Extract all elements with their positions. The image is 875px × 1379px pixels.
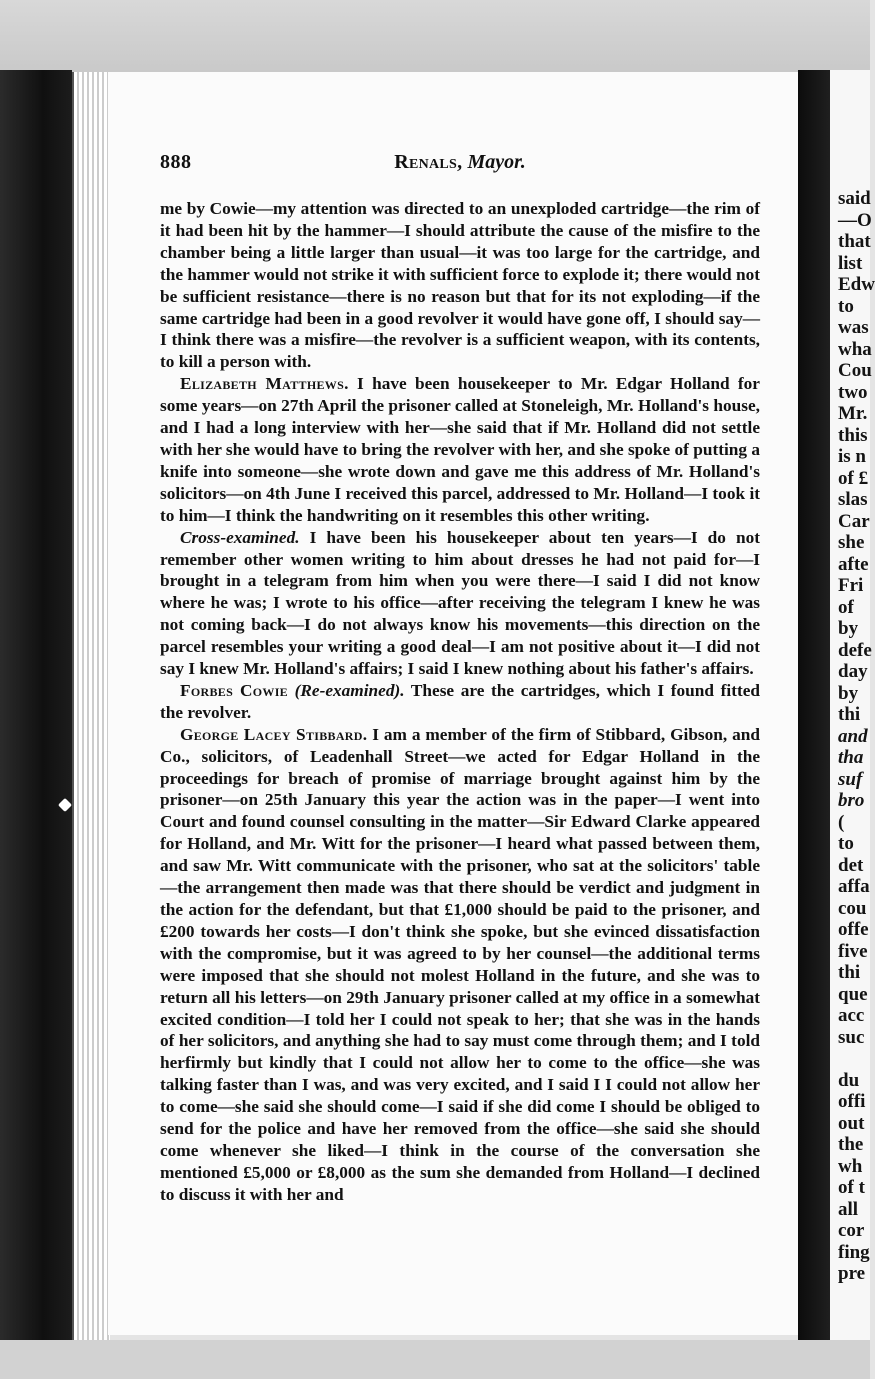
facing-page-fragment: this (838, 424, 868, 446)
facing-page-fragment: thi (838, 962, 861, 983)
body-text (160, 198, 760, 1206)
paragraph-text: These are the cartridges, which I found fitted the revolver. (160, 680, 760, 722)
facing-page-fragment: Car (838, 510, 870, 532)
facing-page-fragment: and (838, 725, 868, 747)
paragraph-text: I have been housekeeper to Mr. Edgar Holland for some years—on 27th April the prisoner called at Stoneleigh, Mr. Holland's house, and I had a long interview with her—she said that if Mr. Holland did not settle with her she would have to bring the revolver with her, and she spoke of putting a knife into someone—she wrote down and gave me this address of Mr. Holland's solicitors—on 4th June I received this parcel, addressed to Mr. Holland—I took it to him—I think the handwriting on it resembles this other writing. (160, 374, 760, 525)
facing-page-fragment: five (838, 940, 868, 962)
facing-page-fragment: wha (838, 338, 872, 360)
page-number: 888 (160, 151, 192, 173)
facing-page-fragment: the (838, 1134, 864, 1155)
book-binding-shadow (0, 70, 72, 1345)
facing-page-fragment: fing (838, 1241, 870, 1263)
facing-page-fragment: bro (838, 790, 865, 811)
speaker-name: Elizabeth Matthews. (180, 374, 349, 394)
facing-page-fragment: pre (838, 1263, 866, 1284)
facing-page-fragment: was (838, 317, 869, 338)
running-head-name: Renals, (394, 151, 463, 173)
facing-page-fragment: is n (838, 446, 866, 467)
facing-page-fragment: to (838, 833, 854, 854)
facing-page-fragment: tha (838, 747, 864, 768)
facing-page-fragment: of (838, 596, 854, 618)
paragraph-text: I am a member of the firm of Stibbard, Gibson, and Co., solicitors, of Leadenhall Street—we acted for Edgar Holland in the proceedings for breach of promise of marriage brought against him by the prisoner—on 25th January this year the action was in the paper—I went into Court and found counsel consulting in the matter—Sir Edward Clarke appeared for Holland, and Mr. Witt for the prisoner—I heard what passed between them, and saw Mr. Witt communicate with the prisoner, who sat at the solicitors' table—the arrangement then made was that there should be verdict and judgment in the action for the defendant, but that £1,000 should be paid to the prisoner, and £200 towards her costs—I don't think she spoke, but she evinced dissatisfaction with the compromise, but it was agreed to by her counsel—the additional terms were imposed that she should not molest Holland in the future, and she was to return all his letters—on 29th January prisoner called at my office in a somewhat excited condition—I told her I could not speak to her; that she was in the hands of her solicitors, and anything she had to say must come through them; and I told herfirmly but kindly that I could not allow her to come to the office—she was talking faster than I was, and was very excited, and I said I I could not allow her to come—she said she should come—I said if she did come I should be obliged to send for the police and have her removed from the office—she said she should come whenever she liked—I think in the course of the conversation she mentioned £5,000 or £8,000 as the sum she demanded from Holland—I declined to discuss it with her and (160, 724, 760, 1204)
facing-page-fragment: of £ (838, 467, 869, 489)
facing-page-fragment: of t (838, 1177, 865, 1198)
facing-page-fragment: out (838, 1112, 865, 1134)
running-head (160, 151, 760, 174)
facing-page-fragment: said (838, 188, 871, 209)
running-head-title: Mayor. (467, 151, 526, 173)
facing-page-fragment: slas (838, 489, 868, 510)
paragraph (160, 680, 760, 724)
facing-page (830, 70, 875, 1345)
facing-page-fragment: Cou (838, 360, 872, 381)
facing-page-fragment: all (838, 1198, 859, 1220)
facing-page-fragment: offe (838, 919, 869, 940)
facing-page-fragment: she (838, 532, 865, 553)
facing-page-fragment: Edw (838, 274, 875, 295)
paragraph (160, 373, 760, 526)
facing-page-fragment: Fri (838, 575, 864, 596)
book-gutter (798, 70, 830, 1345)
facing-page-fragment: —O (838, 209, 872, 231)
facing-page-fragment: ( (838, 811, 845, 833)
facing-page-fragment: to (838, 295, 854, 317)
scan-top-margin (0, 0, 870, 72)
speaker-name: Forbes Cowie (180, 680, 288, 700)
page-header (160, 151, 760, 181)
facing-page-fragment: acc (838, 1005, 865, 1026)
speaker-name: George Lacey Stibbard. (180, 724, 368, 744)
facing-page-fragment: offi (838, 1091, 866, 1112)
facing-page-fragment: det (838, 854, 864, 876)
facing-page-fragment: suf (838, 768, 863, 790)
scan-bottom-margin (0, 1340, 870, 1379)
facing-page-fragment: Mr. (838, 403, 868, 424)
facing-page-fragment: by (838, 618, 859, 639)
facing-page-fragment: affa (838, 876, 870, 897)
paragraph-text: me by Cowie—my attention was directed to an unexploded cartridge—the rim of it had been hit by the hammer—I should attribute the cause of the misfire to the chamber being a little larger than usual—it was too large for the cartridge, and the hammer would not strike it with sufficient force to explode it; there would not be sufficient resistance—there is no reason but that for its not exploding—if the same cartridge had been in a good revolver it would have gone off, I should say—I think there was a misfire—the revolver is a sufficient weapon, with its contents, to kill a person with. (160, 199, 760, 372)
facing-page-fragment: suc (838, 1026, 865, 1048)
paragraph-text: I have been his housekeeper about ten years—I do not remember other women writing to him about dresses he had not paid for—I brought in a telegram from him when you were there—I said I did not know where he was; I wrote to his office—after receiving the telegram I knew he was not coming back—I do not always know his movements—this direction on the parcel resembles your writing a good deal—I am not positive about it—I did not say I knew Mr. Holland's affairs; I said I knew nothing about his father's affairs. (160, 527, 760, 679)
facing-page-fragment: cou (838, 897, 867, 919)
facing-page-fragment: that (838, 231, 871, 252)
facing-page-fragment: thi (838, 704, 861, 725)
speaker-note: (Re-examined). (294, 680, 405, 700)
paragraph (160, 724, 760, 1206)
facing-page-fragment: afte (838, 553, 869, 575)
facing-page-fragment: cor (838, 1220, 865, 1241)
facing-page-fragment: du (838, 1069, 860, 1091)
facing-page-fragment: by (838, 682, 859, 704)
facing-page-fragment: wh (838, 1155, 863, 1177)
paragraph (160, 527, 760, 680)
facing-page-fragment: que (838, 983, 868, 1005)
facing-page-fragment: list (838, 252, 863, 274)
paragraph (160, 198, 760, 373)
page-edges (72, 72, 110, 1340)
facing-page-fragment: day (838, 661, 868, 682)
facing-page-fragment: defe (838, 639, 872, 661)
facing-page-fragment: two (838, 381, 868, 403)
speaker-name: Cross-examined. (180, 527, 300, 547)
